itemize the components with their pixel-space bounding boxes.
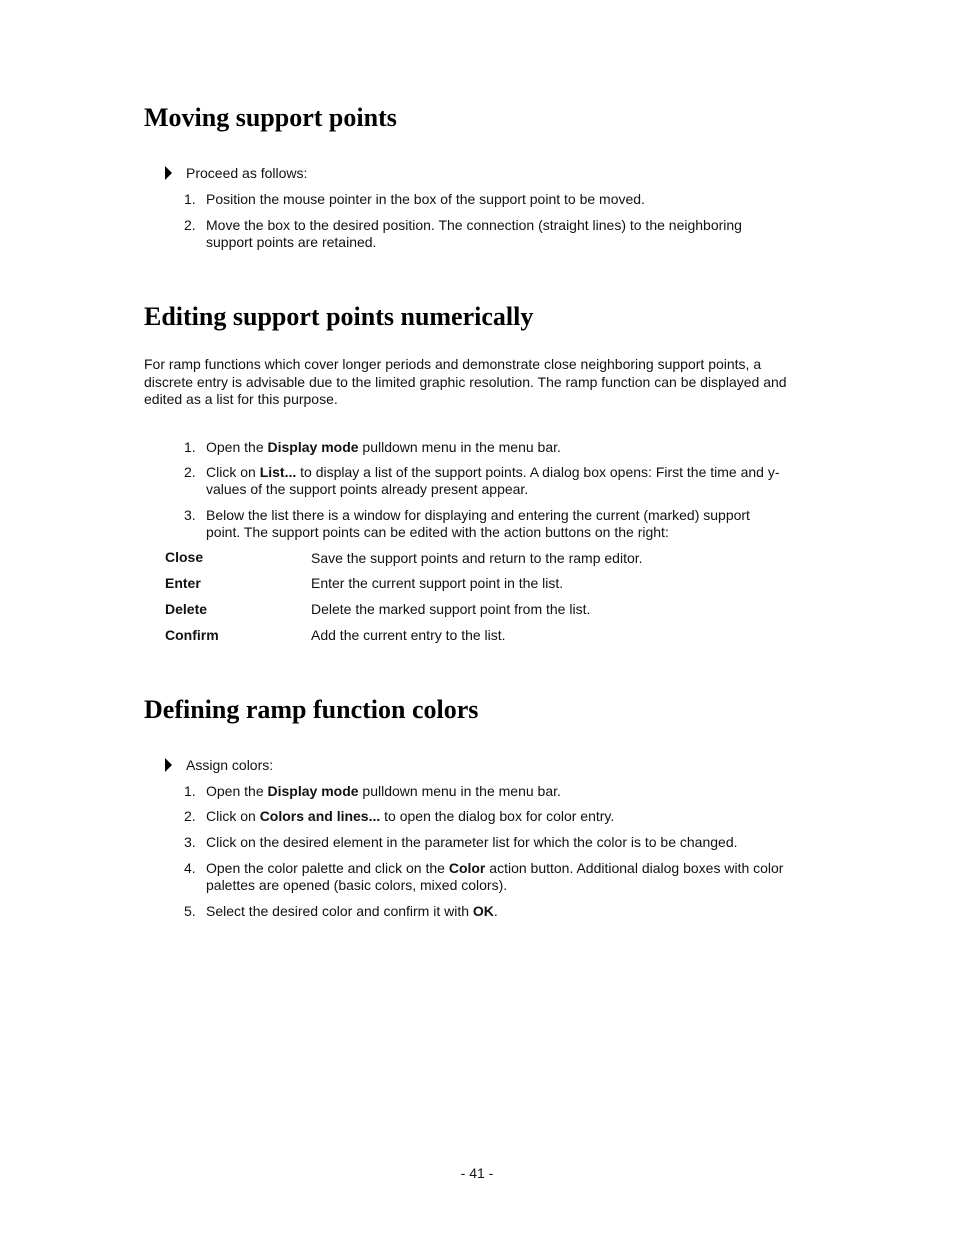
step-text: Open the Display mode pulldown menu in the menu bar. — [206, 439, 561, 455]
section-title-moving-support-points: Moving support points — [144, 103, 397, 132]
definition-term: Delete — [165, 601, 208, 617]
definition-term: Enter — [165, 575, 201, 591]
list-item — [184, 808, 784, 825]
step-number: 2. — [184, 808, 196, 824]
step-number: 5. — [184, 903, 196, 919]
definition-term: Confirm — [165, 627, 219, 643]
step-number: 1. — [184, 191, 196, 207]
definition-term: Close — [165, 549, 204, 565]
intro-paragraph: For ramp functions which cover longer periods and demonstrate close neighboring support points, a discrete entry is advisable due to the limited graphic resolution. The ramp function can be displayed and edited as a list for this purpose. — [144, 356, 787, 407]
step-text: Click on the desired element in the parameter list for which the color is to be changed. — [206, 834, 738, 850]
bullet-text: Assign colors: — [186, 757, 274, 773]
step-text: Open the Display mode pulldown menu in the menu bar. — [206, 783, 561, 799]
step-text: Open the color palette and click on the Color action button. Additional dialog boxes with color palettes are opened (basic colors, mixed colors). — [206, 860, 784, 893]
definition-desc: Save the support points and return to the ramp editor. — [311, 550, 643, 566]
triangle-bullet-icon — [165, 166, 172, 180]
bullet-text: Proceed as follows: — [186, 165, 308, 181]
definition-desc: Add the current entry to the list. — [311, 627, 506, 643]
step-text: Below the list there is a window for displaying and entering the current (marked) support point. The support points can be edited with the action buttons on the right: — [206, 507, 750, 540]
step-text: Position the mouse pointer in the box of the support point to be moved. — [206, 191, 645, 207]
menu-item-name: Colors and lines... — [259, 808, 381, 824]
button-name: Color — [448, 860, 486, 876]
list-item — [184, 439, 784, 456]
list-item — [184, 834, 784, 851]
menu-name: Display mode — [267, 439, 359, 455]
bullet-assign-colors — [165, 757, 273, 773]
section-title-defining-colors: Defining ramp function colors — [144, 695, 479, 724]
list-item — [184, 903, 784, 920]
list-item — [184, 191, 784, 208]
step-text: Select the desired color and confirm it with OK. — [206, 903, 498, 919]
step-number: 3. — [184, 507, 196, 523]
button-name: OK — [472, 903, 494, 919]
list-item — [184, 507, 784, 541]
list-item — [184, 860, 784, 894]
section-title-editing-support-points: Editing support points numerically — [144, 302, 534, 331]
step-number: 1. — [184, 439, 196, 455]
definition-desc: Delete the marked support point from the list. — [311, 601, 591, 617]
bullet-proceed — [165, 165, 307, 181]
list-item — [184, 464, 784, 498]
step-text: Move the box to the desired position. The connection (straight lines) to the neighboring support points are retained. — [206, 217, 742, 250]
step-text: Click on Colors and lines... to open the dialog box for color entry. — [206, 808, 615, 824]
triangle-bullet-icon — [165, 758, 172, 772]
step-number: 2. — [184, 217, 196, 233]
list-item — [184, 783, 784, 800]
page-number: - 41 - — [460, 1165, 494, 1181]
list-item — [184, 217, 784, 251]
menu-item-name: List... — [259, 464, 297, 480]
step-number: 4. — [184, 860, 196, 876]
menu-name: Display mode — [267, 783, 359, 799]
definition-desc: Enter the current support point in the list. — [311, 575, 564, 591]
step-number: 1. — [184, 783, 196, 799]
step-number: 2. — [184, 464, 196, 480]
step-text: Click on List... to display a list of the support points. A dialog box opens: First the time and y-values of the support points already present appear. — [206, 464, 780, 497]
step-number: 3. — [184, 834, 196, 850]
